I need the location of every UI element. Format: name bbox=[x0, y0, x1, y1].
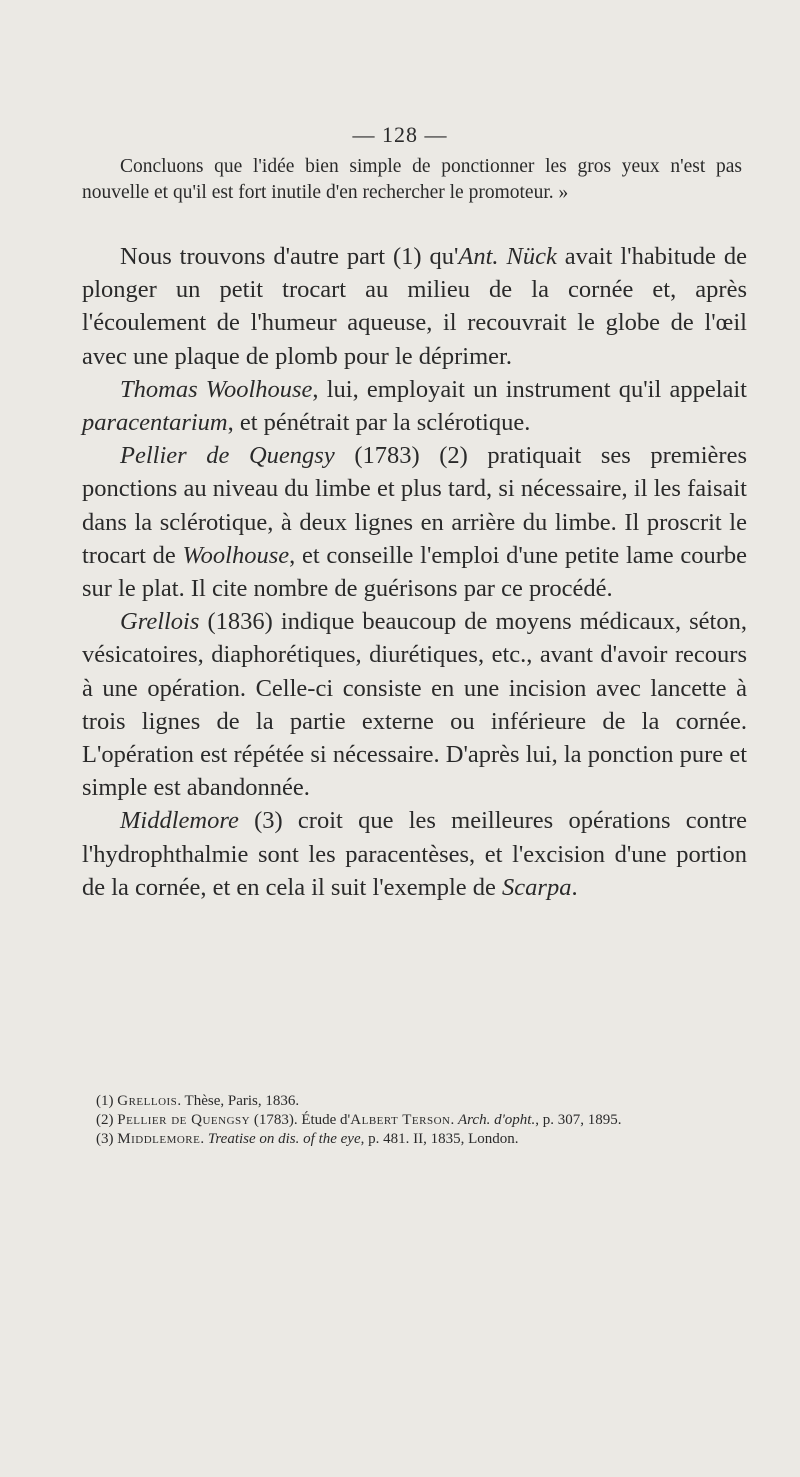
paragraph-pellier-rest: (1783) (2) pratiquait ses premières ponctions au niveau du limbe et plus tard, si nécessaire, il les faisait dans la sclérotique, à deux lignes en arrière du limbe. Il proscrit le trocart de bbox=[82, 442, 747, 569]
footnote-1-text: . Thèse, Paris, 1836. bbox=[177, 1093, 300, 1109]
footnote-2-text2: . bbox=[450, 1112, 458, 1128]
footnote-2 bbox=[82, 1111, 747, 1130]
paragraph-middlemore bbox=[82, 804, 747, 904]
paragraph-nuck-rest: avait l'habitude de plonger un petit trocart au milieu de la cornée et, après l'écoulement de l'humeur aqueuse, il recouvrait le globe de l'œil avec une plaque de plomb pour le déprimer. bbox=[82, 243, 747, 370]
footnote-2-mark: (2) bbox=[96, 1112, 118, 1128]
paragraph-nuck bbox=[82, 240, 747, 373]
footnote-2-text3: , p. 307, 1895. bbox=[535, 1112, 622, 1128]
paragraph-woolhouse bbox=[82, 373, 747, 439]
paragraph-grellois bbox=[82, 605, 747, 804]
footnote-1-mark: (1) bbox=[96, 1093, 118, 1109]
author-pellier: Pellier de Quengsy bbox=[120, 442, 335, 470]
paragraph-woolhouse-rest: , lui, employait un instrument qu'il appelait bbox=[312, 375, 747, 403]
footnote-1-author: Grellois bbox=[117, 1093, 178, 1109]
paragraph-middlemore-rest: (3) croit que les meilleures opérations contre l'hydrophthalmie sont les paracentèses, et l'excision d'une portion de la cornée, et en cela il suit l'exemple de bbox=[82, 807, 747, 901]
author-scarpa: Scarpa bbox=[502, 873, 572, 901]
footnote-2-text: (1783). Étude d' bbox=[250, 1112, 351, 1128]
footnote-3-title: Treatise on dis. of the eye bbox=[207, 1131, 361, 1147]
footnotes bbox=[82, 1092, 747, 1149]
author-woolhouse-ref: Woolhouse bbox=[182, 541, 290, 569]
author-middlemore: Middlemore bbox=[120, 807, 239, 835]
main-text bbox=[82, 240, 747, 904]
paragraph-woolhouse-rest2: , et pénétrait par la sclérotique. bbox=[227, 409, 531, 437]
footnote-2-journal: Arch. d'opht. bbox=[457, 1112, 536, 1128]
footnote-3-author: Middlemore bbox=[117, 1131, 201, 1147]
footnote-3-text: . bbox=[200, 1131, 208, 1147]
footnote-1 bbox=[82, 1092, 747, 1111]
footnote-3 bbox=[82, 1130, 747, 1149]
footnote-3-mark: (3) bbox=[96, 1131, 118, 1147]
author-woolhouse: Thomas Woolhouse bbox=[120, 375, 313, 403]
quoted-passage bbox=[82, 154, 742, 206]
footnote-3-text2: , p. 481. II, 1835, London. bbox=[360, 1131, 519, 1147]
footnote-2-author: Pellier de Quengsy bbox=[117, 1112, 251, 1128]
page-number: — 128 — bbox=[352, 122, 448, 147]
paragraph-pellier-rest2: , et conseille l'emploi d'une petite lame courbe sur le plat. Il cite nombre de guérisons par ce procédé. bbox=[82, 541, 747, 603]
term-paracentarium: paracentarium bbox=[82, 409, 228, 437]
author-grellois: Grellois bbox=[120, 608, 200, 636]
quote-text: Concluons que l'idée bien simple de ponctionner les gros yeux n'est pas nouvelle et qu'il est fort inutile d'en rechercher le promoteur. » bbox=[82, 156, 742, 203]
paragraph-pellier bbox=[82, 439, 747, 605]
paragraph-middlemore-rest2: . bbox=[571, 873, 578, 901]
author-nuck: Ant. Nück bbox=[458, 243, 557, 270]
footnote-2-author2: Albert Terson bbox=[350, 1112, 451, 1128]
paragraph-nuck-lead: Nous trouvons d'autre part (1) qu' bbox=[120, 243, 459, 270]
paragraph-grellois-rest: (1836) indique beaucoup de moyens médicaux, séton, vésicatoires, diaphorétiques, diurétiques, etc., avant d'avoir recours à une opération. Celle-ci consiste en une incision avec lancette à trois lignes de la partie externe ou inférieure de la cornée. L'opération est répétée si nécessaire. D'après lui, la ponction pure et simple est abandonnée. bbox=[82, 608, 747, 802]
